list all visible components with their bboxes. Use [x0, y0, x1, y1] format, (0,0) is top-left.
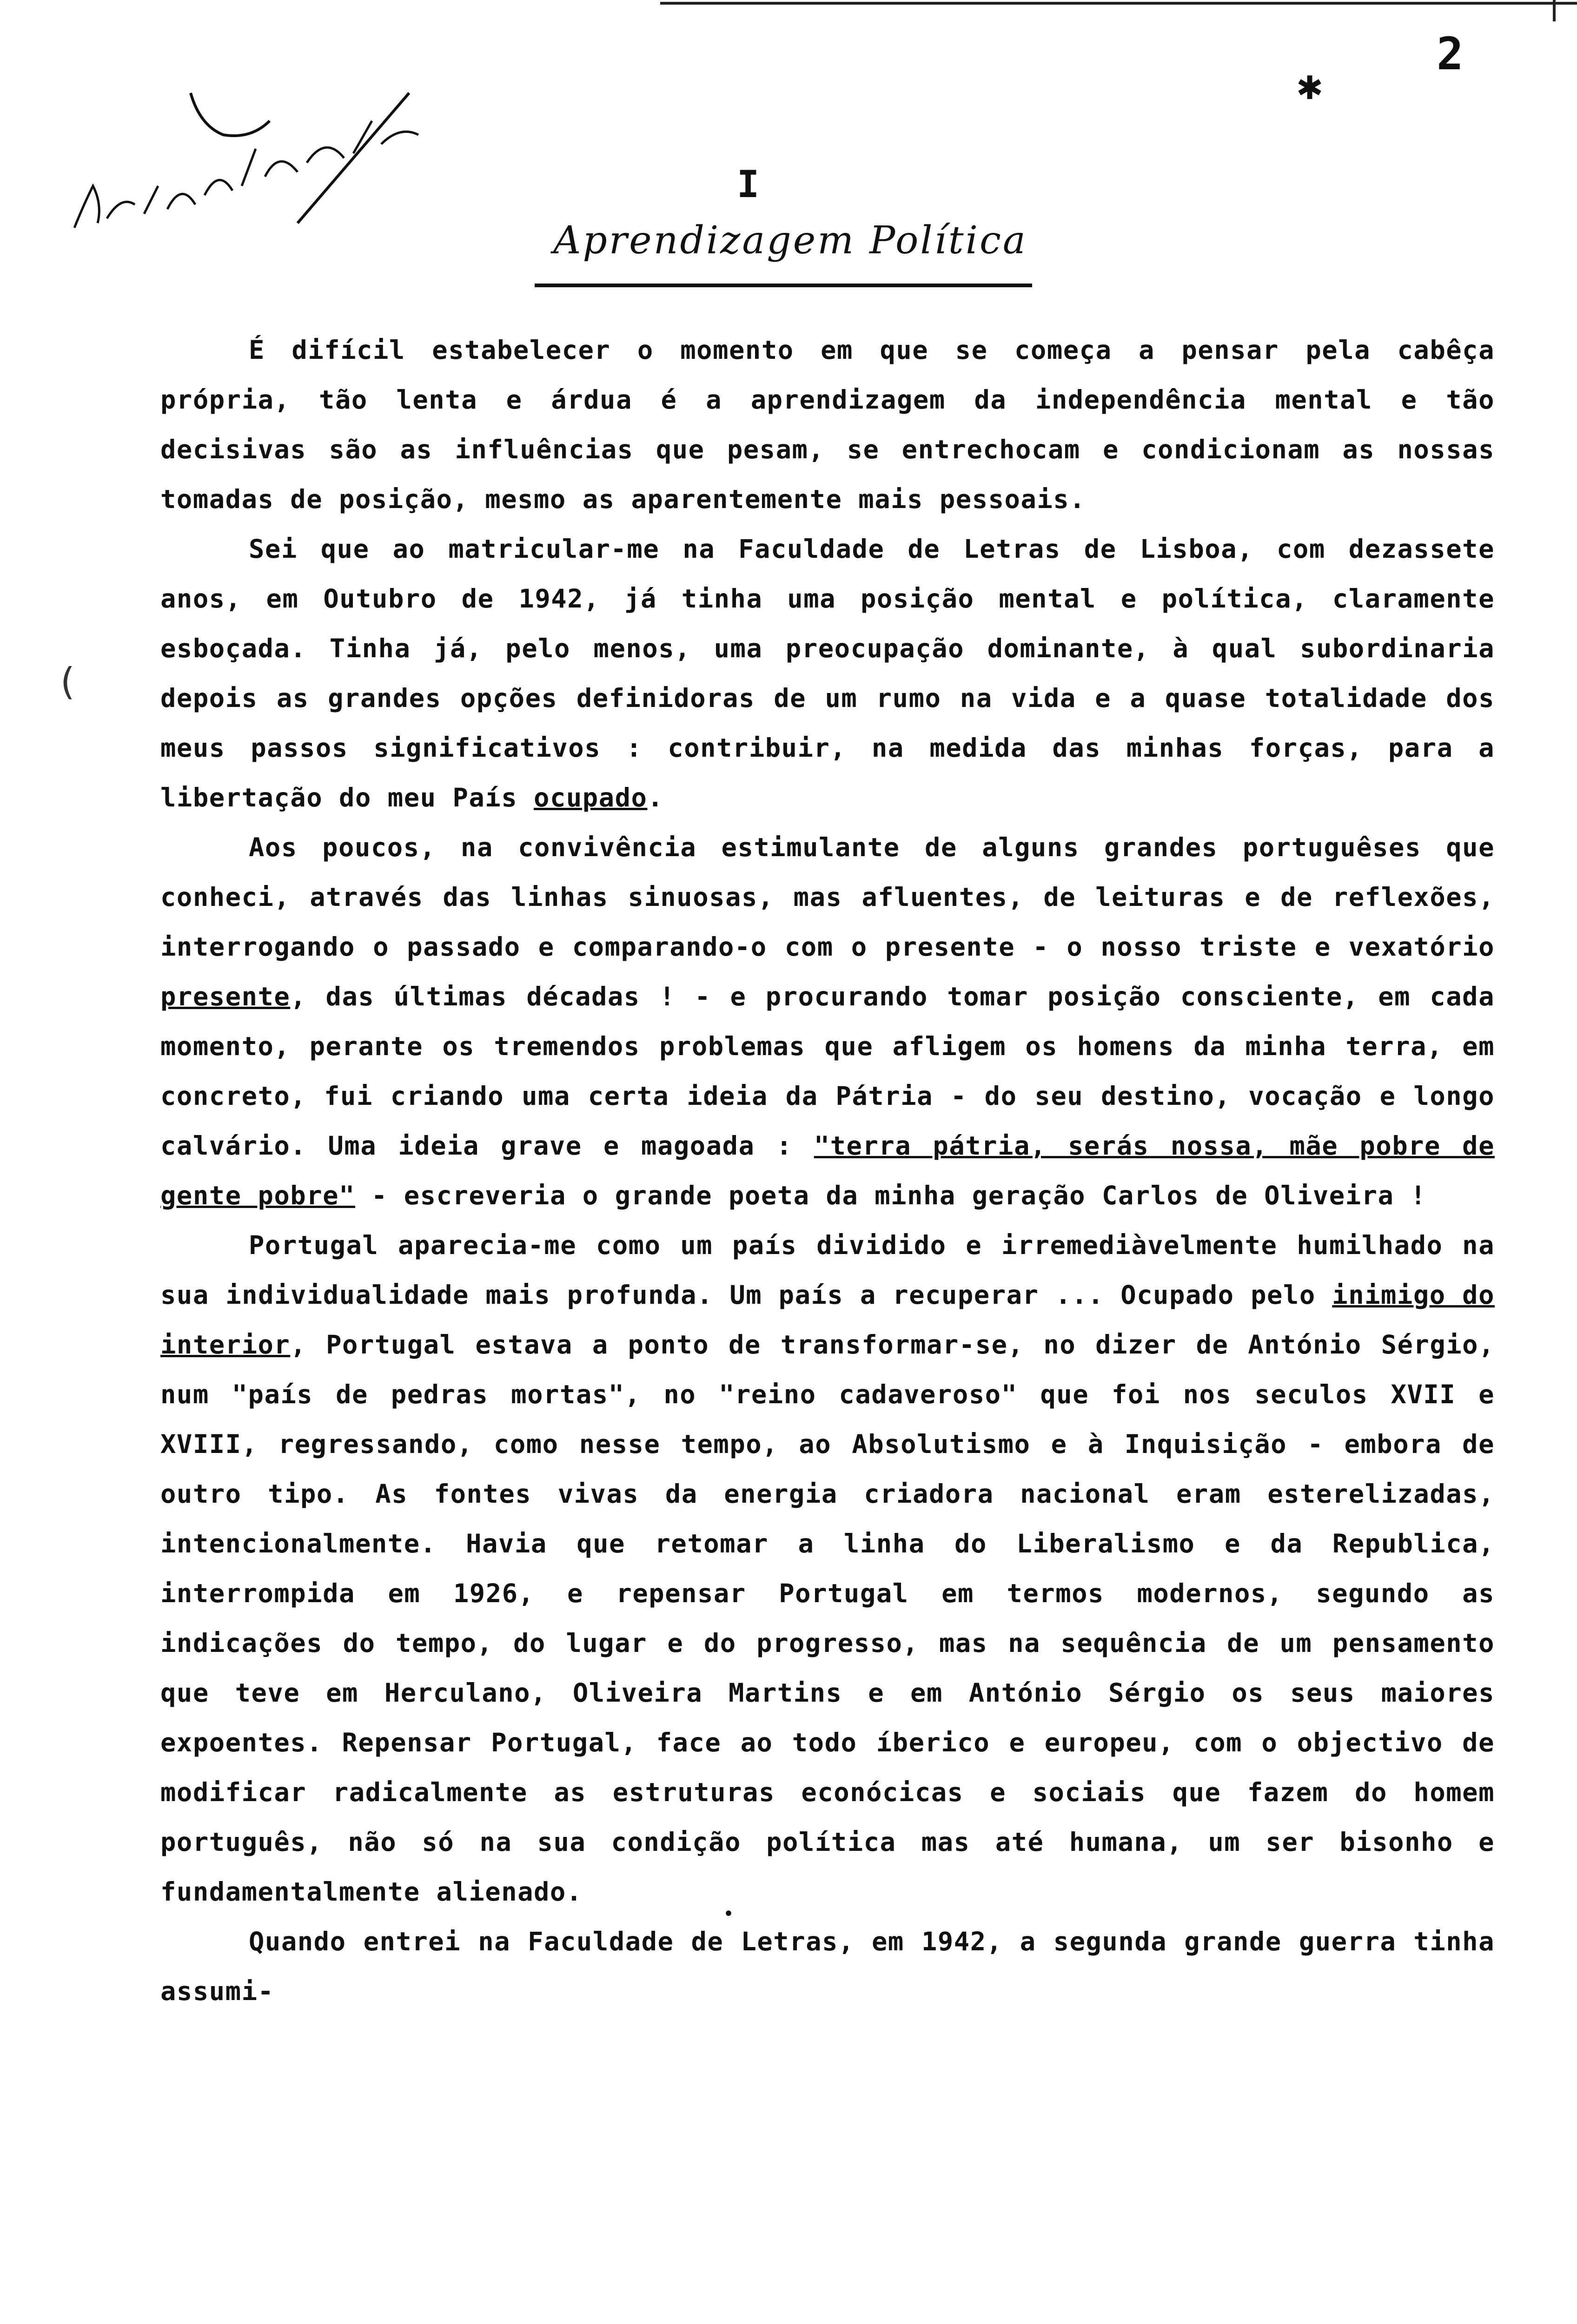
paragraph-2-text: Sei que ao matricular-me na Faculdade de Letras de Lisboa, com dezassete anos, em Outubro de 1942, já tinha uma posição mental e política, claramente esboçada. Tinha já, pelo menos, uma preocupação dominante, à qual subordinaria depois as grandes opções definidoras de um rumo na vida e a quase totalidade dos meus passos significativos : contribuir, na medida das minhas forças, para a libertação do meu País — [160, 534, 1495, 813]
quoted-verse: "terra pátria, serás nossa, mãe pobre de gente pobre" — [160, 1131, 1495, 1211]
margin-bracket-mark: ( — [56, 660, 79, 703]
underlined-presente: presente — [160, 982, 291, 1012]
chapter-numeral: I — [737, 163, 760, 206]
paragraph-3-text-c: - escreveria o grande poeta da minha geração Carlos de Oliveira ! — [371, 1181, 1427, 1211]
underlined-ocupado: ocupado — [534, 783, 648, 813]
paragraph-1: É difícil estabelecer o momento em que se começa a pensar pela cabêça própria, tão lenta e árdua é a aprendizagem da independência mental e tão decisivas são as influências que pesam, se entrechocam e condicionam as nossas tomadas de posição, mesmo as aparentemente mais pessoais. — [160, 335, 1495, 515]
underlined-inimigo: inimigo do interior — [160, 1280, 1495, 1360]
handwritten-margin-note-icon — [65, 65, 437, 242]
page-number: 2 — [1437, 28, 1464, 80]
star-annotation-icon: ✱ — [1297, 60, 1323, 109]
paragraph-5: Quando entrei na Faculdade de Letras, em 1942, a segunda grande guerra tinha assumi- — [160, 1927, 1495, 2007]
chapter-title: Aprendizagem Política — [553, 218, 1027, 263]
paragraph-3-text-b: , das últimas décadas ! - e procurando tomar posição consciente, em cada momento, perante os tremendos problemas que afligem os homens da minha terra, em concreto, fui criando uma certa ideia da Pátria - do seu destino, vocação e longo calvário. Uma ideia grave e magoada : — [160, 982, 1495, 1161]
title-underline — [535, 284, 1032, 287]
paragraph-3 — [160, 823, 1495, 1221]
top-edge-rule — [660, 2, 1577, 5]
bottom-dot: • — [723, 1903, 735, 1925]
top-edge-tick — [1553, 0, 1556, 21]
paragraph-4 — [160, 1221, 1495, 1917]
paragraph-3-text-a: Aos poucos, na convivência estimulante de alguns grandes portuguêses que conheci, através das linhas sinuosas, mas afluentes, de leituras e de reflexões, interrogando o passado e comparando-o com o presente - o nosso triste e vexatório — [160, 832, 1495, 962]
paragraph-2: Sei que ao matricular-me na Faculdade de Letras de Lisboa, com dezassete anos, em Outubro de 1942, já tinha uma posição mental e política, claramente esboçada. Tinha já, pelo menos, uma preocupação dominante, à qual subordinaria depois as grandes opções definidoras de um rumo na vida e a quase totalidade dos meus passos significativos : contribuir, na medida das minhas forças, para a libertação do meu País ocupado. — [160, 534, 1495, 813]
paragraph-4-text-a: Portugal aparecia-me como um país dividido e irremediàvelmente humilhado na sua individualidade mais profunda. Um país a recuperar ... Ocupado pelo — [160, 1230, 1495, 1310]
paragraph-4-text-b: , Portugal estava a ponto de transformar-se, no dizer de António Sérgio, num "país de pedras mortas", no "reino cadaveroso" que foi nos seculos XVII e XVIII, regressando, como nesse tempo, ao Absolutismo e à Inquisição - embora de outro tipo. As fontes vivas da energia criadora nacional eram esterelizadas, intencionalmente. Havia que retomar a linha do Liberalismo e da Republica, interrompida em 1926, e repensar Portugal em termos modernos, segundo as indicações do tempo, do lugar e do progresso, mas na sequência de um pensamento que teve em Herculano, Oliveira Martins e em António Sérgio os seus maiores expoentes. Repensar Portugal, face ao todo íberico e europeu, com o objectivo de modificar radicalmente as estruturas econócicas e sociais que fazem do homem português, não só na sua condição política mas até humana, um ser bisonho e fundamentalmente alienado. — [160, 1330, 1495, 1907]
body-text — [160, 325, 1495, 2016]
